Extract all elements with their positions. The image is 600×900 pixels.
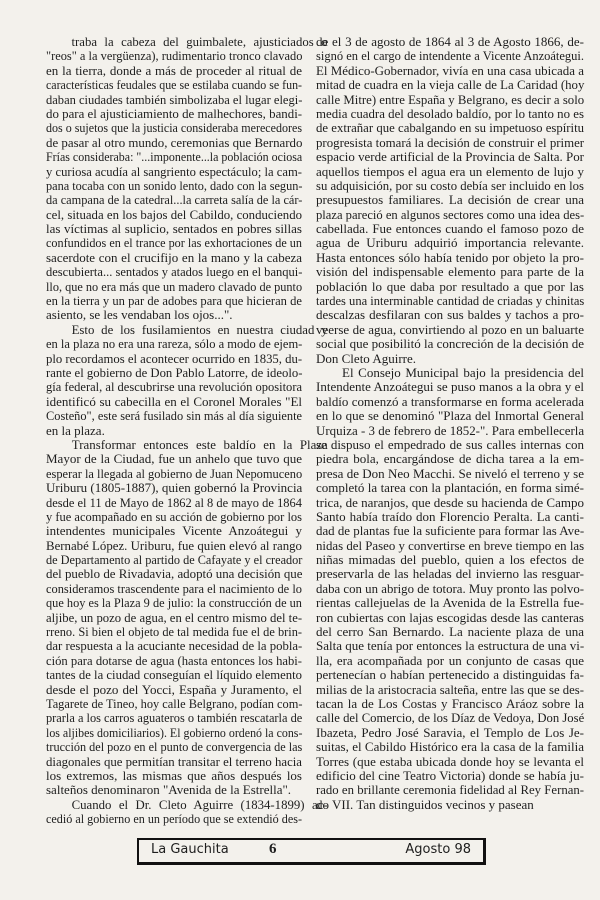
left-column [46, 34, 328, 827]
text-line: las víctimas al suplicio, sentados en pobres sillas [46, 221, 302, 237]
text-line: plaza pareció en algunos sectores como una idea des- [316, 206, 585, 222]
text-line: visión del indispensable elemento para parte de la [316, 264, 584, 280]
text-line: consideramos trascendente para el nacimiento de lo [46, 580, 302, 596]
text-line: Urquiza - 3 de febrero de 1852-". Para embellecerla [316, 422, 585, 438]
text-line: milias de la aristocracia salteña, entre las que se des- [316, 681, 584, 697]
text-line: "reos" a la vergüenza), rudimentario tronco clavado [46, 48, 303, 64]
text-line: piedra bola, encargándose de dicha tarea a la em- [316, 451, 584, 467]
paragraph [46, 796, 328, 827]
issue-date: Agosto 98 [405, 842, 471, 857]
text-line: Intendente Anzoátegui se puso manos a la obra y el [316, 379, 584, 395]
text-line: suitas, el Cabildo Histórico era la casa de la familia [316, 739, 584, 755]
text-line: Torres (que estaba ubicada donde hoy se levanta el [316, 753, 584, 769]
text-line: identificó su cabecilla en el Coronel Morales "El [46, 393, 302, 409]
text-line: de el 3 de agosto de 1864 al 3 de Agosto 1866, de- [316, 34, 584, 49]
text-line: prarla a los carros aguateros o también rescatarla de [46, 710, 303, 726]
text-line: sacerdote con el crucifijo en la mano y la cabeza [46, 249, 302, 265]
text-line: rado en brillante ceremonia fidelidad al Rey Fernan- [316, 782, 585, 798]
text-line: salteños denominaron "Avenida de la Estrella". [46, 782, 292, 798]
text-line: población lo que daba por resultado a que por las [316, 278, 584, 294]
text-line: media cuadra del desolado baldío, por lo tanto no es [316, 105, 584, 121]
text-line: tardes una interminable cantidad de criadas y chinitas [316, 293, 585, 309]
text-line: Hasta entonces sólo había tenido por objeto la pro- [316, 249, 584, 265]
text-line: plo recordamos el acontecer ocurrido en 1835, du- [46, 350, 303, 366]
text-line: calle Mitre) entre España y Belgrano, es decir a solo [316, 91, 585, 107]
text-line: se dispuso el empedrado de sus calles internas con [316, 436, 584, 452]
text-line: Don Cleto Aguirre. [316, 350, 417, 366]
text-line: trucción del pozo en el punto de convergencia de las [46, 739, 303, 755]
text-line: en la plaza no era una rareza, sólo a modo de ejem- [46, 336, 303, 352]
text-line: edificio del cine Teatro Victoria) donde se había ju- [316, 767, 584, 783]
text-line: Mayor de la Ciudad, fue un anhelo que tuvo que [46, 451, 302, 467]
text-line: características feudales que se estilaba cuando se fun- [46, 77, 303, 93]
text-line: diagonales que permitían transitar el terreno hacia [46, 753, 302, 769]
text-line: desde el 11 de Mayo de 1862 al 8 de mayo de 1864 [46, 494, 302, 510]
text-line: Tagarete de Tineo, hoy calle Belgrano, podían com- [46, 695, 303, 711]
text-line: lla, era acompañada por un conjunto de casas que [316, 652, 584, 668]
text-line: do para el ajusticiamiento de malhechores, bandi- [46, 105, 303, 121]
text-line: intendentes municipales Vicente Anzoátegui y [46, 523, 302, 539]
text-line: en la tierra, donde a más de proceder al ritual de [46, 62, 302, 78]
text-line: da campana de la catedral...la carreta salía de la cár- [46, 192, 303, 208]
text-line: signó en el cargo de intendente a Vicente Anzoátegui. [316, 48, 585, 64]
text-line: confundidos en el trance por las exhortaciones de un [46, 235, 302, 251]
text-line: trica, de naranjos, que desde su hacienda de Campo [316, 494, 584, 510]
text-line: daban ciudades también simbolizaba el lugar elegi- [46, 91, 303, 107]
text-line: pana tocaba con un sonido lento, dado con la segun- [46, 177, 303, 193]
text-line: de pasar al otro mundo, ceremonias que Bernardo [46, 134, 303, 150]
text-line: desde el pozo del Yocci, España y Juramento, el [46, 681, 302, 697]
text-line: nidas del Paseo y convertirse en breve tiempo en las [316, 537, 585, 553]
text-line: en la tierra y un par de adobes para que hicieran de [46, 293, 302, 309]
text-line: rientas callejuelas de la Avenida de la Estrella fue- [316, 595, 584, 611]
text-line: esperar la llegada al gobierno de Juan Nepomuceno [46, 465, 303, 481]
text-line: Cuando el Dr. Cleto Aguirre (1834-1899) ac- [71, 796, 328, 812]
paragraph [46, 34, 328, 323]
text-line: dar respuesta a la acuciante necesidad de la pobla- [46, 638, 303, 654]
text-line: llo, que no era más que un madero clavado de punto [46, 278, 303, 294]
text-line: preservarla de las heladas del invierno las resguar- [316, 566, 584, 582]
text-line: en la plaza. [46, 422, 105, 438]
text-line: pertenecían o habían pertenecido a distinguidas fa- [316, 667, 584, 683]
text-line: del pueblo de Rivadavia, adoptó una decisión que [46, 566, 303, 582]
text-line: rreno. Si bien el objeto de tal medida fue el de brin- [46, 624, 303, 640]
text-line: presa de Don Neo Macchi. Se niveló el terreno y se [316, 465, 584, 481]
text-line: espacio verde artificial de la Provincia de Salta. Por [316, 149, 585, 165]
text-line: de extrañar que cabalgando en su impetuoso espíritu [316, 120, 585, 136]
text-line: tantes de la ciudad conseguían el líquido elemento [46, 667, 303, 683]
text-line: Ibazeta, Pedro José Saravia, el Templo de Los Je- [316, 724, 584, 740]
text-line: do VII. Tan distinguidos vecinos y pasean [316, 796, 534, 812]
text-line: Santo había traído don Florencio Peralta. La canti- [316, 508, 584, 524]
text-line: progresista tomará la decisión de construir el primer [316, 134, 585, 150]
text-line: cel, situada en los bajos del Cabildo, conduciendo [46, 206, 302, 222]
text-line: del cerro San Bernardo. La naciente plaza de una [316, 624, 584, 640]
text-line: mitad de cuadra en la vieja calle de La Caridad (hoy [316, 77, 585, 93]
text-line: los aljibes domiciliarios). El gobierno ordenó la cons- [46, 724, 303, 740]
text-line: de Departamento al partido de Cafayate y el creador [46, 552, 303, 568]
text-line: su adquisición, por su costo debía ser incluido en los [316, 177, 584, 193]
text-line: descalzas desfilaran con sus baldes y tachos a pro- [316, 307, 584, 323]
text-line: Frías consideraba: "...imponente...la población ociosa [46, 149, 303, 165]
text-line: asiento, se les vendaban los ojos...". [46, 307, 233, 323]
right-column [316, 35, 584, 812]
text-line: cedió al gobierno en un período que se extendió des- [46, 811, 302, 827]
paragraph [46, 436, 328, 798]
text-line: Costeño", este será fusilado sin más al día siguiente [46, 408, 303, 424]
text-line: aljibe, un pozo de agua, en el centro mismo del te- [46, 609, 303, 625]
text-line: agua de Uriburu adquirió importancia relevante. [316, 235, 584, 251]
paragraph [316, 366, 584, 812]
text-line: ron cubiertas con lajas escogidas desde las canteras [316, 609, 584, 625]
text-line: gía federal, al descubrirse una revolución opositora [46, 379, 303, 395]
text-line: presupuestos familiares. La decisión de crear una [316, 192, 584, 208]
page-number: 6 [269, 841, 277, 857]
text-line: El Médico-Gobernador, vivía en una casa ubicada a [316, 62, 585, 78]
text-line: y fue acompañado en su acción de gobierno por los [46, 508, 302, 524]
text-line: baldío comenzó a transformarse en forma acelerada [316, 393, 585, 409]
text-line: Bernabé López. Uriburu, fue quien elevó al rango [46, 537, 302, 553]
text-line: los extremos, las mismas que años después los [46, 767, 302, 783]
page-footer [137, 838, 486, 865]
text-line: completó la tarea con la plantación, en forma simé- [316, 480, 584, 496]
text-line: que hoy es la Plaza 9 de julio: la construcción de un [46, 595, 302, 611]
text-line: niñas mimadas del pueblo, quien a los efectos de [316, 552, 584, 568]
text-line: cabellada. Fue entonces cuando el famoso pozo de [316, 221, 584, 237]
paragraph [316, 35, 584, 366]
text-line: social que posibilitó la concreción de la decisión de [316, 336, 584, 352]
text-line: dad de plantas fue la suficiente para formar las Ave- [316, 523, 585, 539]
text-line: veerse de agua, convirtiendo al pozo en un baluarte [316, 321, 584, 337]
text-line: dos o sujetos que la justicia consideraba merecedores [46, 120, 303, 136]
publication-name: La Gauchita [151, 842, 229, 857]
text-line: ción para dotarse de agua (hasta entonces los habi- [46, 652, 303, 668]
text-line: Esto de los fusilamientos en nuestra ciudad y [71, 321, 328, 337]
text-line: El Consejo Municipal bajo la presidencia del [342, 364, 584, 380]
text-line: calle del Comercio, de los Díaz de Vedoya, Don José [316, 710, 585, 726]
text-line: Transformar entonces este baldío en la Plaza [71, 436, 328, 452]
text-line: aquellos tiempos el agua era un elemento de lujo y [316, 163, 584, 179]
text-line: descubierta... sentados y atados luego en el banqui- [46, 264, 303, 280]
text-line: Salta que tenía por entonces la estructura de una vi- [316, 638, 585, 654]
paragraph [46, 321, 328, 438]
text-line: y curiosa acudía al sangriento espectáculo; la cam- [46, 163, 303, 179]
text-line: tacan la de Los Costas y Francisco Aráoz sobre la [316, 695, 584, 711]
text-line: rante el gobierno de Don Pablo Latorre, de ideolo- [46, 364, 303, 380]
text-line: en lo que se denominó "Plaza del Inmortal General [316, 408, 584, 424]
text-line: daba con un abrigo de totora. Muy pronto las polvo- [316, 580, 585, 596]
text-line: traba la cabeza del guimbalete, ajusticiados o [71, 34, 328, 49]
text-line: Uriburu (1805-1887), quien gobernó la Provincia [46, 480, 303, 496]
